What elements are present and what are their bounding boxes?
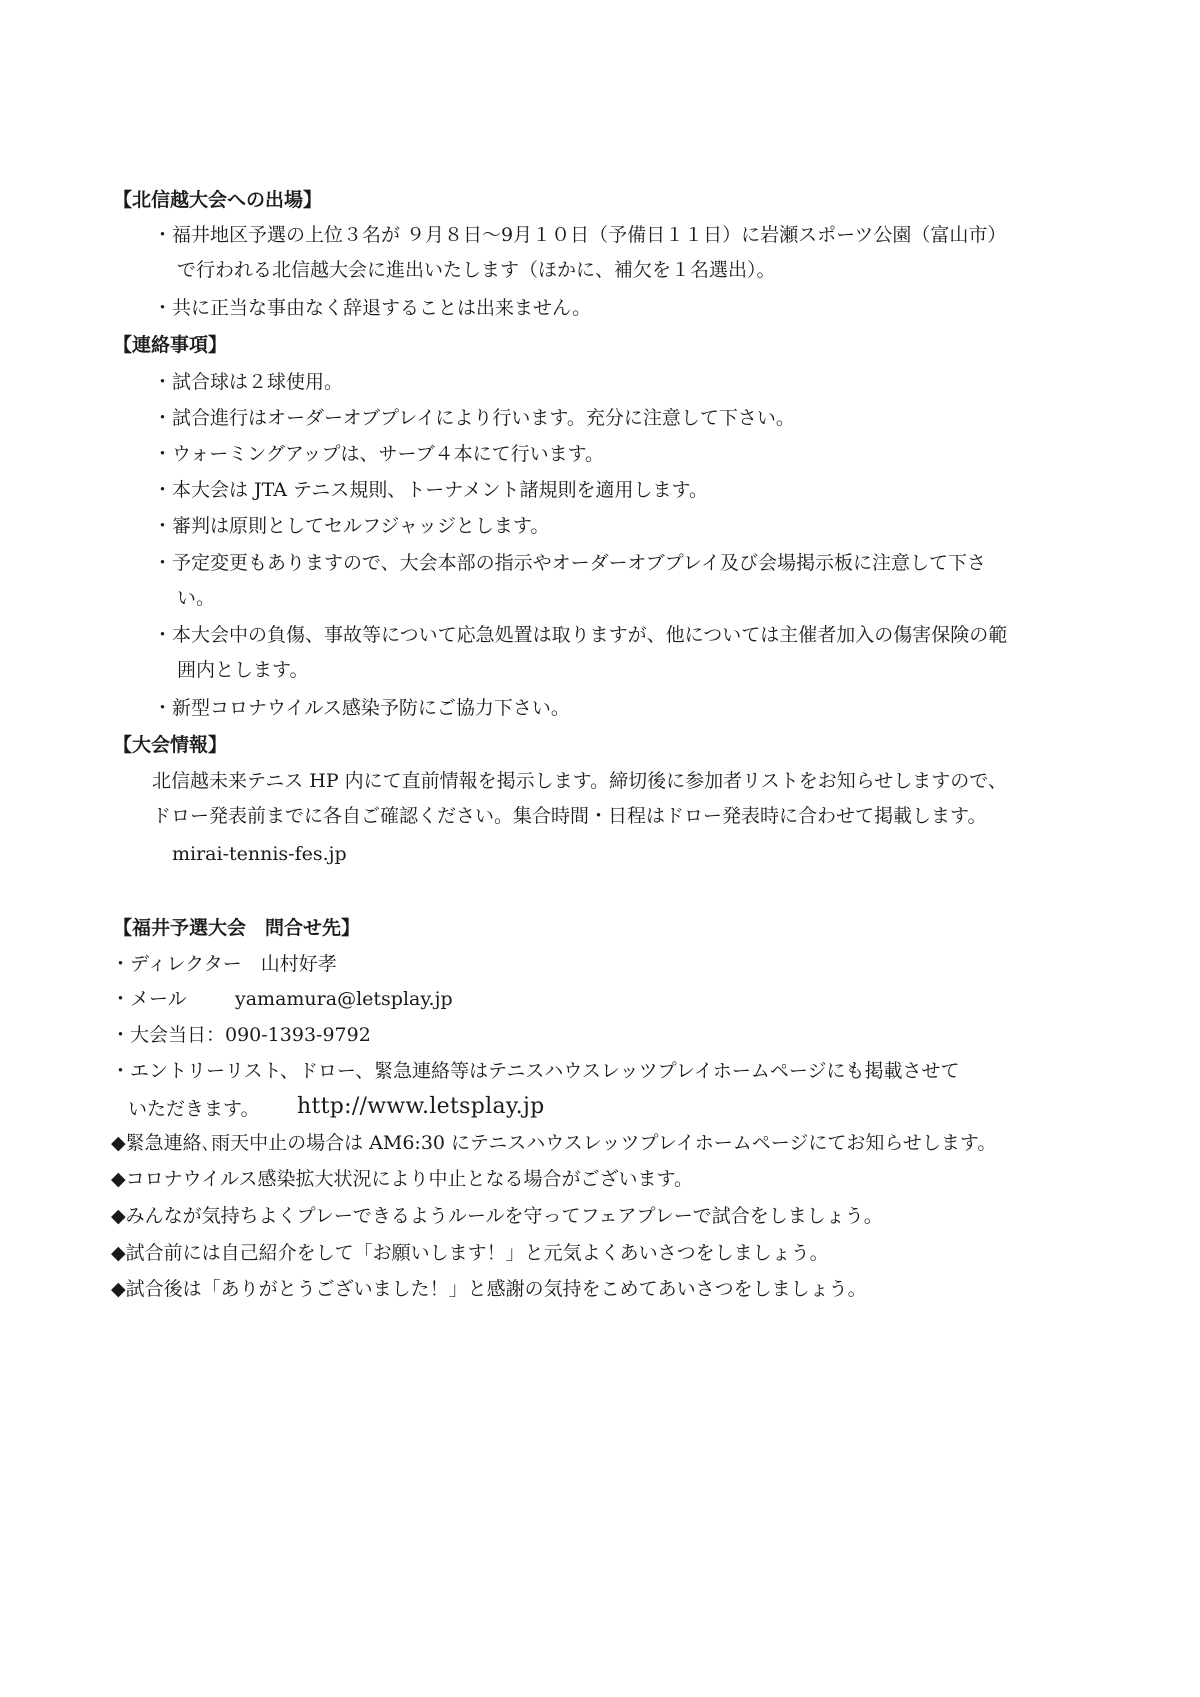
info-url-link[interactable]: mirai-tennis-fes.jp [172, 843, 347, 865]
list-item-line: い。 [177, 587, 216, 609]
notice-bullet: ◆みんなが気持ちよくプレーできるようルールを守ってフェアプレーで試合をしましょう。 [111, 1205, 883, 1227]
homepage-link[interactable]: http://www.letsplay.jp [297, 1094, 545, 1119]
section-heading-contact: 【福井予選大会 問合せ先】 [113, 917, 361, 939]
contact-entry-line: いただきます。 [128, 1098, 260, 1120]
section-heading-notices: 【連絡事項】 [113, 334, 228, 356]
contact-email-label: ・メール [111, 988, 187, 1010]
list-item-line: ・本大会中の負傷、事故等について応急処置は取りますが、他については主催者加入の傷害保険の範 [153, 624, 1008, 646]
contact-director: ・ディレクター 山村好孝 [111, 953, 337, 975]
info-paragraph-line: ドロー発表前までに各自ご確認ください。集合時間・日程はドロー発表時に合わせて掲載します。 [152, 805, 987, 827]
contact-phone: ・大会当日：090-1393-9792 [111, 1024, 371, 1046]
notice-bullet: ◆試合前には自己紹介をして「お願いします！」と元気よくあいさつをしましょう。 [111, 1242, 829, 1264]
list-item-line: で行われる北信越大会に進出いたします（ほかに、補欠を１名選出）。 [177, 259, 776, 281]
list-item-line: ・共に正当な事由なく辞退することは出来ません。 [153, 297, 592, 319]
list-item-line: ・ウォーミングアップは、サーブ４本にて行います。 [153, 443, 605, 465]
list-item-line: ・試合球は２球使用。 [153, 371, 344, 393]
list-item-line: 囲内とします。 [177, 659, 309, 681]
info-paragraph-line: 北信越未来テニス HP 内にて直前情報を掲示します。締切後に参加者リストをお知らせしますので、 [152, 770, 1007, 792]
section-heading-hokushinetsu: 【北信越大会への出場】 [113, 189, 323, 211]
notice-bullet: ◆試合後は「ありがとうございました！」と感謝の気持をこめてあいさつをしましょう。 [111, 1278, 867, 1300]
notice-bullet: ◆コロナウイルス感染拡大状況により中止となる場合がございます。 [111, 1168, 693, 1190]
list-item-line: ・福井地区予選の上位３名が ９月８日～9月１０日（予備日１１日）に岩瀬スポーツ公園（富山市） [153, 224, 1007, 246]
notice-bullet: ◆緊急連絡､雨天中止の場合は AM6:30 にテニスハウスレッツプレイホームページにてお知らせします。 [111, 1132, 997, 1154]
list-item-line: ・新型コロナウイルス感染予防にご協力下さい。 [153, 697, 570, 719]
contact-entry-line: ・エントリーリスト、ドロー、緊急連絡等はテニスハウスレッツプレイホームページにも掲載させて [111, 1060, 960, 1082]
list-item-line: ・予定変更もありますので、大会本部の指示やオーダーオブプレイ及び会場掲示板に注意して下さ [153, 552, 986, 574]
list-item-line: ・本大会は JTA テニス規則、トーナメント諸規則を適用します。 [153, 479, 709, 501]
contact-email-link[interactable]: yamamura@letsplay.jp [235, 988, 453, 1010]
section-heading-info: 【大会情報】 [113, 734, 228, 756]
list-item-line: ・審判は原則としてセルフジャッジとします。 [153, 515, 550, 537]
list-item-line: ・試合進行はオーダーオブプレイにより行います。充分に注意して下さい。 [153, 407, 795, 429]
